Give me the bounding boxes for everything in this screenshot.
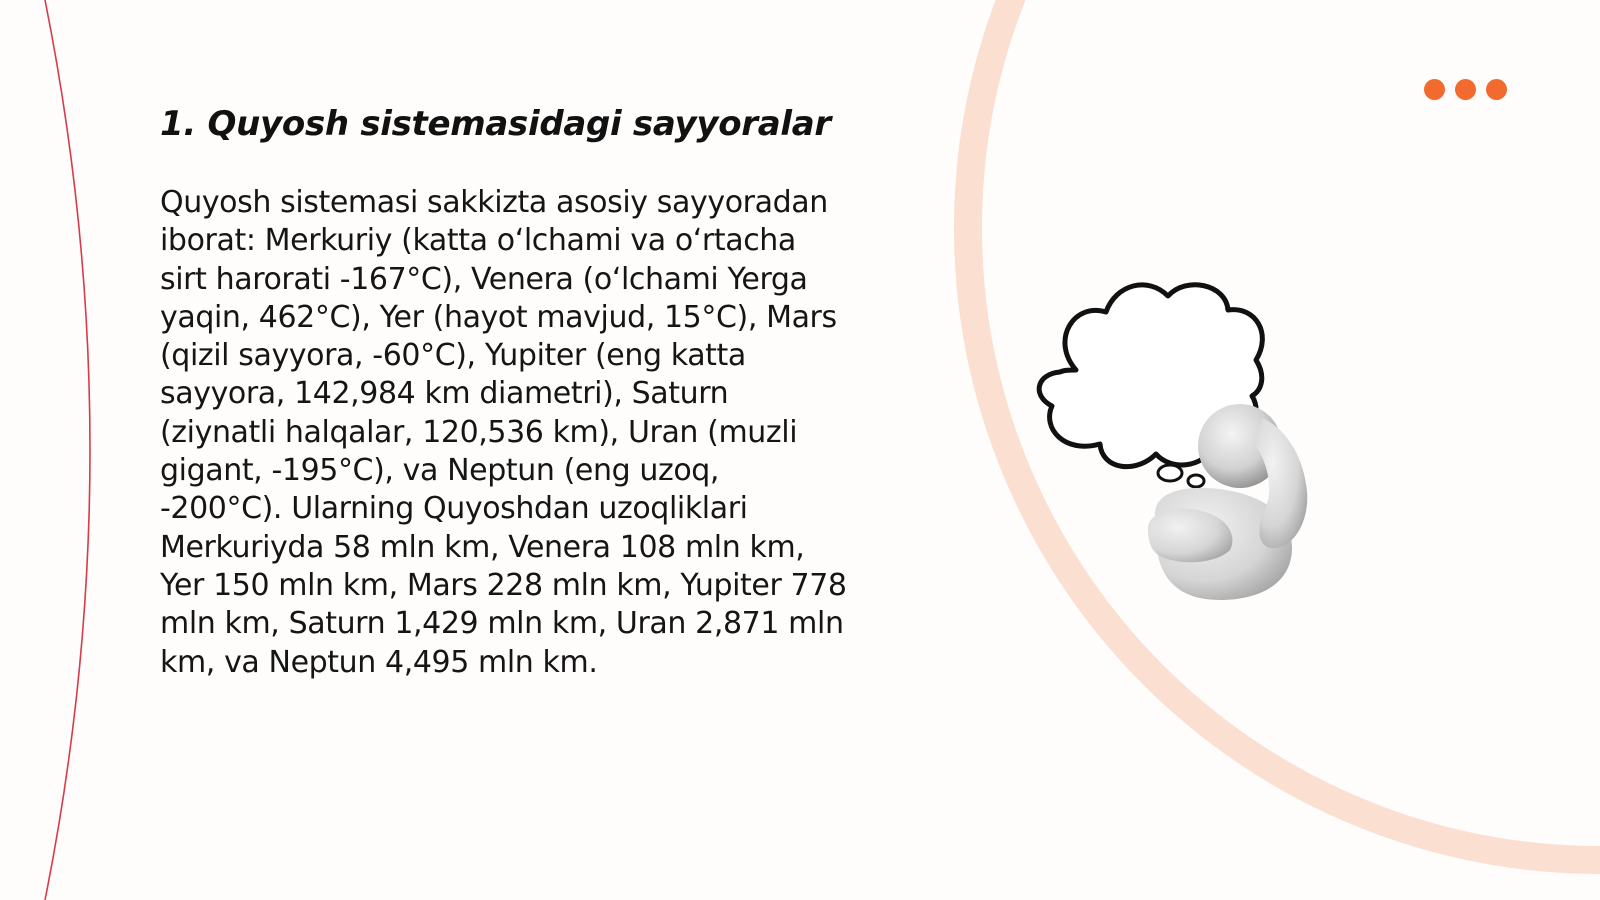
slide-title: 1. Quyosh sistemasidagi sayyoralar (160, 104, 831, 144)
menu-dots (1424, 79, 1507, 100)
dot-1 (1424, 79, 1445, 100)
dot-2 (1455, 79, 1476, 100)
dot-3 (1486, 79, 1507, 100)
slide-body-text: Quyosh sistemasi sakkizta asosiy sayyoradan iborat: Merkuriy (katta oʻlchami va oʻrtacha sirt harorati -167°C), Venera (oʻlchami Yerga yaqin, 462°C), Yer (hayot mavjud, 15°C), Mars (qizil sayyora, -60°C), Yupiter (eng katta sayyora, 142,984 km diametri), Saturn (ziynatli halqalar, 120,536 km), Uran (muzli gigant, -195°C), va Neptun (eng uzoq, -200°C). Ularning Quyoshdan uzoqliklari Merkuriyda 58 mln km, Venera 108 mln km, Yer 150 mln km, Mars 228 mln km, Yupiter 778 mln km, Saturn 1,429 mln km, Uran 2,871 mln km, va Neptun 4,495 mln km. (160, 185, 847, 680)
left-arc (45, 0, 90, 900)
thinking-person-illustration (1030, 278, 1350, 618)
